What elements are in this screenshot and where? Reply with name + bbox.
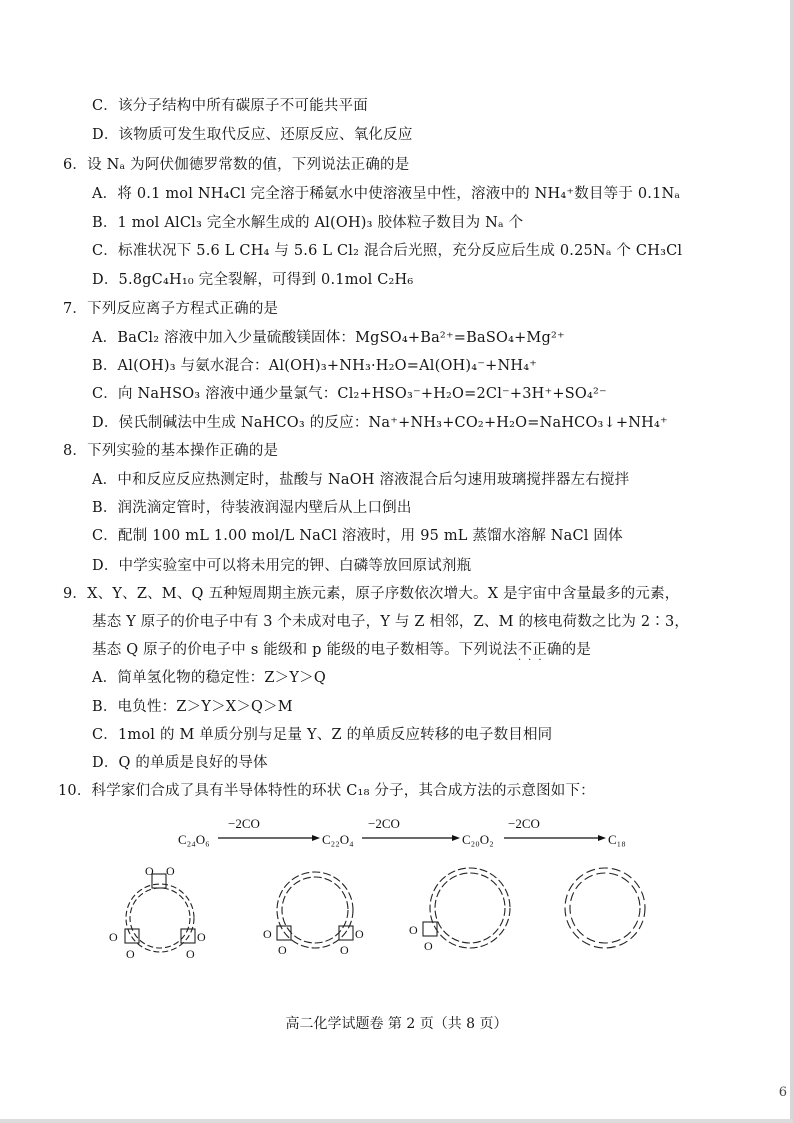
q7-option-d: D．侯氏制碱法中生成 NaHCO₃ 的反应：Na⁺+NH₃+CO₂+H₂O=NaHCO₃↓+NH₄⁺ xyxy=(92,415,668,431)
cyclobutadione-top xyxy=(152,874,166,888)
species-label-4: C₁₈ xyxy=(608,832,626,847)
oxygen-label: O xyxy=(126,947,135,961)
arrow-head-1 xyxy=(312,835,320,841)
q7-option-a: A．BaCl₂ 溶液中加入少量硫酸镁固体：MgSO₄+Ba²⁺=BaSO₄+Mg²⁺ xyxy=(92,330,565,346)
arrow-label-2: −2CO xyxy=(368,816,400,831)
species-label-1: C₂₄O₆ xyxy=(178,832,210,847)
arrow-label-1: −2CO xyxy=(228,816,260,831)
q6-stem: 6．设 Nₐ 为阿伏伽德罗常数的值，下列说法正确的是 xyxy=(63,157,410,173)
q6-option-b: B．1 mol AlCl₃ 完全水解生成的 Al(OH)₃ 胶体粒子数目为 Nₐ 个 xyxy=(92,215,524,231)
oxygen-label: O xyxy=(263,927,272,941)
q8-stem: 8．下列实验的基本操作正确的是 xyxy=(63,443,279,459)
oxygen-label: O xyxy=(186,947,195,961)
corner-mark: 6 xyxy=(778,1085,787,1100)
q8-option-a: A．中和反应反应热测定时，盐酸与 NaOH 溶液混合后匀速用玻璃搅拌器左右搅拌 xyxy=(92,472,630,488)
q9-stem-line1: 9．X、Y、Z、M、Q 五种短周期主族元素，原子序数依次增大。X 是宇宙中含量最多的元素， xyxy=(63,586,680,602)
q5-option-c: C．该分子结构中所有碳原子不可能共平面 xyxy=(92,98,368,114)
oxygen-label: O xyxy=(278,943,287,957)
oxygen-label: O xyxy=(409,923,418,937)
cyclobutadione-b xyxy=(339,926,353,940)
q7-stem: 7．下列反应离子方程式正确的是 xyxy=(63,301,279,317)
arrow-head-2 xyxy=(452,835,460,841)
oxygen-label: O xyxy=(424,939,433,953)
arrow-label-3: −2CO xyxy=(508,816,540,831)
q9-option-a: A．简单氢化物的稳定性：Z＞Y＞Q xyxy=(92,670,326,686)
oxygen-label: O xyxy=(197,930,206,944)
q9-stem-line2: 基态 Y 原子的价电子中有 3 个未成对电子，Y 与 Z 相邻，Z、M 的核电荷数之比为 2∶3， xyxy=(92,614,690,630)
oxygen-label: O xyxy=(166,864,175,878)
q8-option-b: B．润洗滴定管时，待装液润湿内壁后从上口倒出 xyxy=(92,500,412,516)
arrow-head-3 xyxy=(598,835,606,841)
page-footer: 高二化学试题卷 第 2 页（共 8 页） xyxy=(285,1016,508,1032)
q8-option-c: C．配制 100 mL 1.00 mol/L NaCl 溶液时，用 95 mL 蒸馏水溶解 NaCl 固体 xyxy=(92,528,623,544)
q9-option-d: D．Q 的单质是良好的导体 xyxy=(92,755,268,771)
oxygen-label: O xyxy=(109,930,118,944)
ring-c18-inner xyxy=(570,873,640,943)
q9-option-b: B．电负性：Z＞Y＞X＞Q＞M xyxy=(92,699,293,715)
oxygen-label: O xyxy=(355,927,364,941)
q6-option-c: C．标准状况下 5.6 L CH₄ 与 5.6 L Cl₂ 混合后光照，充分反应后生成 0.25Nₐ 个 CH₃Cl xyxy=(92,243,683,259)
species-label-3: C₂₀O₂ xyxy=(462,832,494,847)
q10-stem: 10．科学家们合成了具有半导体特性的环状 C₁₈ 分子，其合成方法的示意图如下： xyxy=(58,783,595,799)
oxygen-label: O xyxy=(340,943,349,957)
species-label-2: C₂₂O₄ xyxy=(322,832,354,847)
synthesis-scheme xyxy=(100,808,700,998)
scan-bottom-edge xyxy=(0,1119,793,1123)
ring-c22o4 xyxy=(277,872,353,948)
oxygen-label: O xyxy=(145,864,154,878)
q6-option-a: A．将 0.1 mol NH₄Cl 完全溶于稀氨水中使溶液呈中性，溶液中的 NH₄⁺数目等于 0.1Nₐ xyxy=(92,186,681,202)
q9-option-c: C．1mol 的 M 单质分别与足量 Y、Z 的单质反应转移的电子数目相同 xyxy=(92,727,553,743)
q7-option-b: B．Al(OH)₃ 与氨水混合：Al(OH)₃+NH₃·H₂O=Al(OH)₄⁻+NH₄⁺ xyxy=(92,358,538,374)
q8-option-d: D．中学实验室中可以将未用完的钾、白磷等放回原试剂瓶 xyxy=(92,558,472,574)
cyclobutadione-c xyxy=(423,922,437,936)
cyclobutadione-left xyxy=(125,929,139,943)
q6-option-d: D．5.8gC₄H₁₀ 完全裂解，可得到 0.1mol C₂H₆ xyxy=(92,272,414,288)
ring-c22o4-inner xyxy=(282,877,348,943)
q5-option-d: D．该物质可发生取代反应、还原反应、氧化反应 xyxy=(92,127,413,143)
ring-c24o6 xyxy=(126,884,194,952)
ring-c18 xyxy=(565,868,645,948)
q9-stem-line3: 基态 Q 原子的价电子中 s 能级和 p 能级的电子数相等。下列说法不正确的是 xyxy=(92,642,592,658)
ring-c20o2 xyxy=(430,868,510,948)
ring-c20o2-inner xyxy=(435,873,505,943)
q7-option-c: C．向 NaHSO₃ 溶液中通少量氯气：Cl₂+HSO₃⁻+H₂O=2Cl⁻+3H⁺+SO₄²⁻ xyxy=(92,386,607,402)
emphasis-dots: ··· xyxy=(518,655,549,666)
cyclobutadione-right xyxy=(181,929,195,943)
